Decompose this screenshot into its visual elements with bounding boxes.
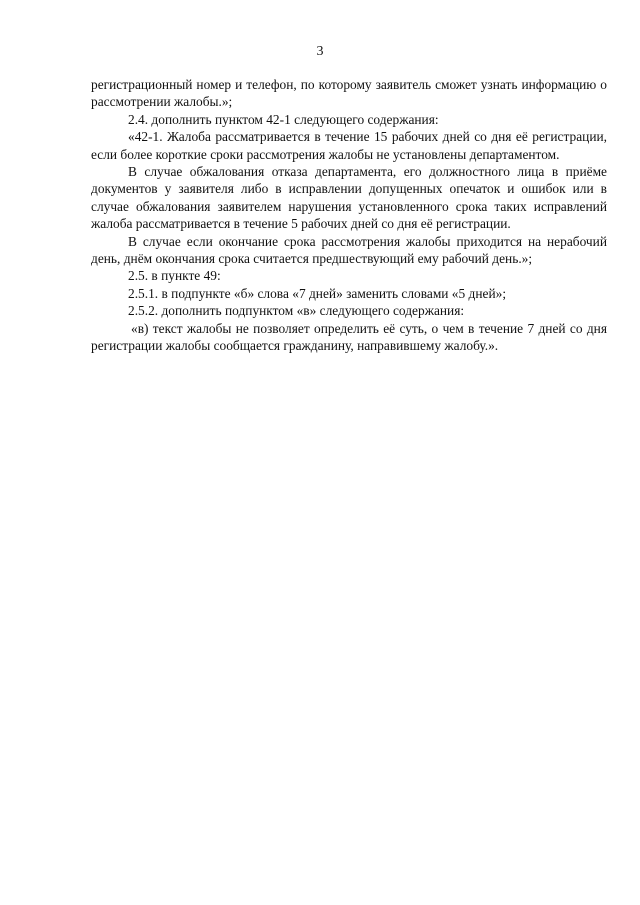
paragraph-item-2-5-2: 2.5.2. дополнить подпунктом «в» следующего содержания: [128,303,465,319]
paragraph-item-2-5-1: 2.5.1. в подпункте «б» слова «7 дней» заменить словами «5 дней»; [128,285,507,301]
paragraph-continuation: регистрационный номер и телефон, по которому заявитель сможет узнать информацию о рассмотрении жалобы.»; [91,77,607,110]
paragraph-item-2-5: 2.5. в пункте 49: [128,268,221,284]
paragraph-nonworking-day: В случае если окончание срока рассмотрения жалобы приходится на нерабочий день, днём окончания срока считается предшествующий ему рабочий день.»; [91,233,607,267]
paragraph-subclause-v: «в) текст жалобы не позволяет определить её суть, о чем в течение 7 дней со дня регистрации жалобы сообщается гражданину, направившему жалобу.». [91,320,607,354]
paragraph-clause-42-1: «42-1. Жалоба рассматривается в течение 15 рабочих дней со дня её регистрации, если более короткие сроки рассмотрения жалобы не установлены департаментом. [91,129,607,162]
paragraph-appeal-refusal: В случае обжалования отказа департамента, его должностного лица в приёме документов у заявителя либо в исправлении допущенных опечаток и ошибок или в случае обжалования заявителем нарушения установленного срока таких исправлений жалоба рассматривается в течение 5 рабочих дней со дня её регистрации. [91,164,607,232]
page-number: 3 [316,44,324,59]
paragraph-item-2-4: 2.4. дополнить пунктом 42-1 следующего содержания: [128,111,439,127]
document-body [91,76,607,355]
